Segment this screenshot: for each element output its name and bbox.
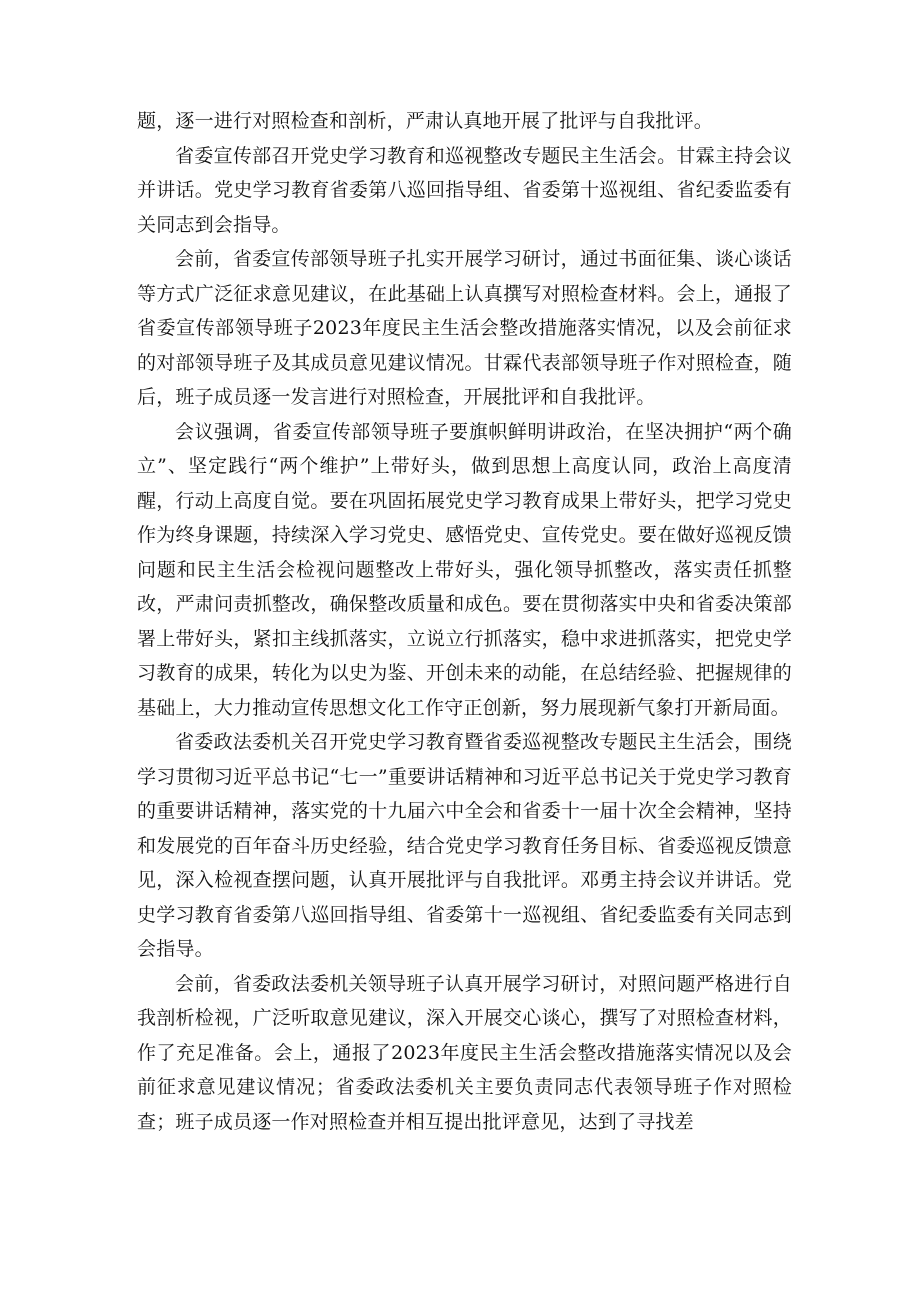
paragraph-meeting-emphasis: 会议强调，省委宣传部领导班子要旗帜鲜明讲政治，在坚决拥护“两个确立”、坚定践行“两个维护”上带好头，做到思想上高度认同，政治上高度清醒，行动上高度自觉。要在巩固拓展党史学习教育成果上带好头，把学习党史作为终身课题，持续深入学习党史、感悟党史、宣传党史。要在做好巡视反馈问题和民主生活会检视问题整改上带好头，强化领导抓整改，落实责任抓整改，严肃问责抓整改，确保整改质量和成色。要在贯彻落实中央和省委决策部署上带好头，紧扣主线抓落实，立说立行抓落实，稳中求进抓落实，把党史学习教育的成果，转化为以史为鉴、开创未来的动能，在总结经验、把握规律的基础上，大力推动宣传思想文化工作守正创新，努力展现新气象打开新局面。 (137, 420, 792, 719)
paragraph-political-legal-meeting: 省委政法委机关召开党史学习教育暨省委巡视整改专题民主生活会，围绕学习贯彻习近平总书记“七一”重要讲话精神和习近平总书记关于党史学习教育的重要讲话精神，落实党的十九届六中全会和省委十一届十次全会精神，坚持和发展党的百年奋斗历史经验，结合党史学习教育任务目标、省委巡视反馈意见，深入检视查摆问题，认真开展批评与自我批评。邓勇主持会议并讲话。党史学习教育省委第八巡回指导组、省委第十一巡视组、省纪委监委有关同志到会指导。 (137, 731, 792, 960)
paragraph-political-legal-preparation: 会前，省委政法委机关领导班子认真开展学习研讨，对照问题严格进行自我剖析检视，广泛听取意见建议，深入开展交心谈心，撰写了对照检查材料，作了充足准备。会上，通报了2023年度民主生活会整改措施落实情况以及会前征求意见建议情况；省委政法委机关主要负责同志代表领导班子作对照检查；班子成员逐一作对照检查并相互提出批评意见，达到了寻找差 (137, 972, 792, 1133)
paragraph-propaganda-meeting: 省委宣传部召开党史学习教育和巡视整改专题民主生活会。甘霖主持会议并讲话。党史学习教育省委第八巡回指导组、省委第十巡视组、省纪委监委有关同志到会指导。 (137, 144, 792, 236)
document-page (137, 104, 792, 1139)
paragraph-propaganda-preparation: 会前，省委宣传部领导班子扎实开展学习研讨，通过书面征集、谈心谈话等方式广泛征求意见建议，在此基础上认真撰写对照检查材料。会上，通报了省委宣传部领导班子2023年度民主生活会整改措施落实情况，以及会前征求的对部领导班子及其成员意见建议情况。甘霖代表部领导班子作对照检查，随后，班子成员逐一发言进行对照检查，开展批评和自我批评。 (137, 248, 792, 408)
paragraph-continuation: 题，逐一进行对照检查和剖析，严肃认真地开展了批评与自我批评。 (137, 110, 714, 132)
